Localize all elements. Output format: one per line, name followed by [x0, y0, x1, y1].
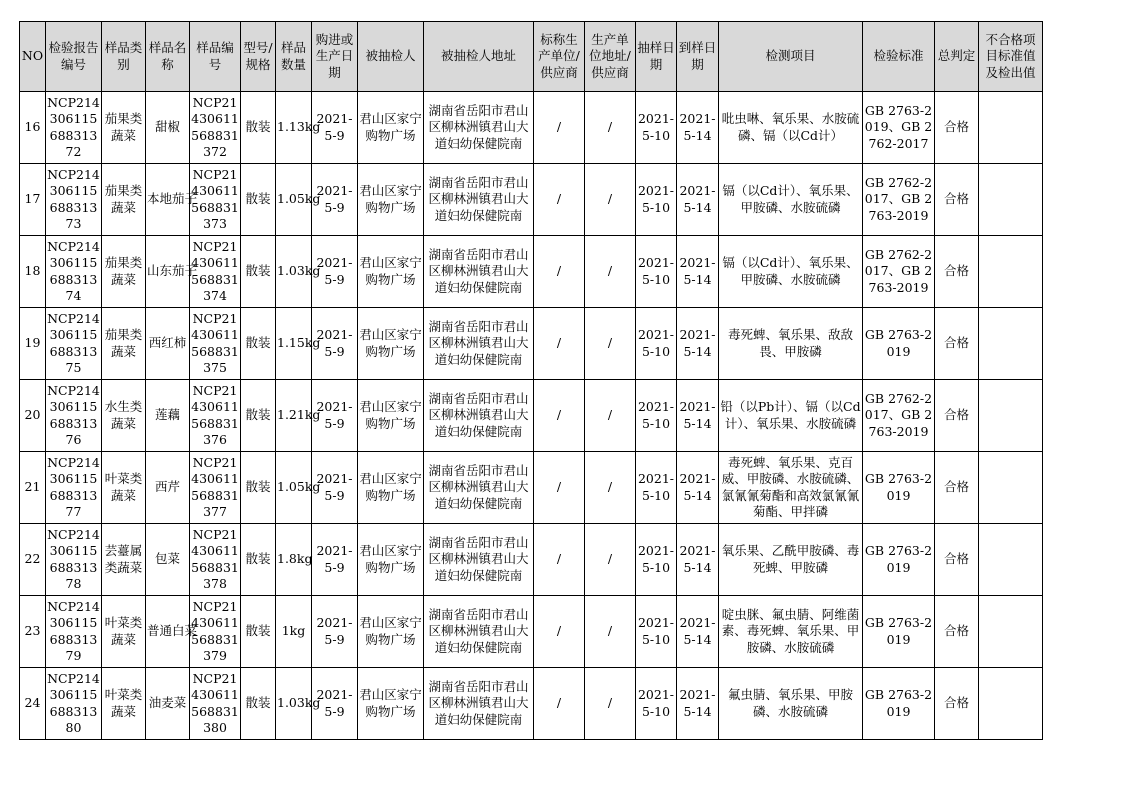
header-inspected-address: 被抽检人地址 — [424, 22, 534, 92]
cell-quantity: 1.15kg — [276, 308, 312, 380]
cell-sample-no: NCP21430611568831375 — [190, 308, 241, 380]
cell-spec: 散装 — [241, 524, 276, 596]
cell-sample-no: NCP21430611568831376 — [190, 380, 241, 452]
cell-report-no: NCP21430611568831380 — [46, 668, 102, 740]
cell-spec: 散装 — [241, 92, 276, 164]
header-no: NO — [20, 22, 46, 92]
cell-production-date: 2021-5-9 — [312, 524, 358, 596]
cell-test-items: 氧乐果、乙酰甲胺磷、毒死蜱、甲胺磷 — [719, 524, 863, 596]
cell-sample-name: 西红柿 — [146, 308, 190, 380]
cell-sample-name: 普通白菜 — [146, 596, 190, 668]
cell-category: 叶菜类蔬菜 — [102, 668, 146, 740]
cell-arrival-date: 2021-5-14 — [677, 92, 719, 164]
cell-test-items: 啶虫脒、氟虫腈、阿维菌素、毒死蜱、氧乐果、甲胺磷、水胺硫磷 — [719, 596, 863, 668]
cell-sample-no: NCP21430611568831380 — [190, 668, 241, 740]
cell-standard: GB 2763-2019 — [863, 524, 935, 596]
cell-sample-no: NCP21430611568831377 — [190, 452, 241, 524]
table-body — [20, 92, 1043, 740]
cell-inspected-address: 湖南省岳阳市君山区柳林洲镇君山大道妇幼保健院南 — [424, 524, 534, 596]
cell-arrival-date: 2021-5-14 — [677, 452, 719, 524]
cell-standard: GB 2763-2019 — [863, 596, 935, 668]
cell-report-no: NCP21430611568831379 — [46, 596, 102, 668]
header-sample-name: 样品名称 — [146, 22, 190, 92]
table-row — [20, 380, 1043, 452]
header-arrival-date: 到样日期 — [677, 22, 719, 92]
header-test-items: 检测项目 — [719, 22, 863, 92]
header-quantity: 样品数量 — [276, 22, 312, 92]
cell-arrival-date: 2021-5-14 — [677, 524, 719, 596]
cell-inspected-party: 君山区家宁购物广场 — [358, 380, 424, 452]
cell-failed-items — [979, 92, 1043, 164]
cell-quantity: 1.05kg — [276, 164, 312, 236]
cell-quantity: 1.21kg — [276, 380, 312, 452]
cell-category: 叶菜类蔬菜 — [102, 596, 146, 668]
cell-quantity: 1kg — [276, 596, 312, 668]
cell-quantity: 1.8kg — [276, 524, 312, 596]
table-row — [20, 92, 1043, 164]
cell-category: 叶菜类蔬菜 — [102, 452, 146, 524]
header-report-no: 检验报告编号 — [46, 22, 102, 92]
cell-sample-name: 本地茄子 — [146, 164, 190, 236]
header-failed-items: 不合格项目标准值及检出值 — [979, 22, 1043, 92]
cell-quantity: 1.05kg — [276, 452, 312, 524]
cell-failed-items — [979, 668, 1043, 740]
cell-report-no: NCP21430611568831372 — [46, 92, 102, 164]
cell-sample-no: NCP21430611568831374 — [190, 236, 241, 308]
cell-spec: 散装 — [241, 452, 276, 524]
header-spec: 型号/规格 — [241, 22, 276, 92]
cell-manufacturer: / — [534, 380, 585, 452]
cell-arrival-date: 2021-5-14 — [677, 236, 719, 308]
cell-category: 茄果类蔬菜 — [102, 308, 146, 380]
cell-verdict: 合格 — [935, 92, 979, 164]
table-row — [20, 164, 1043, 236]
cell-manufacturer-address: / — [585, 236, 636, 308]
header-manufacturer: 标称生产单位/供应商 — [534, 22, 585, 92]
cell-sample-no: NCP21430611568831372 — [190, 92, 241, 164]
cell-test-items: 毒死蜱、氧乐果、敌敌畏、甲胺磷 — [719, 308, 863, 380]
cell-standard: GB 2763-2019、GB 2762-2017 — [863, 92, 935, 164]
cell-inspected-address: 湖南省岳阳市君山区柳林洲镇君山大道妇幼保健院南 — [424, 236, 534, 308]
cell-report-no: NCP21430611568831378 — [46, 524, 102, 596]
cell-no: 17 — [20, 164, 46, 236]
cell-manufacturer-address: / — [585, 596, 636, 668]
cell-arrival-date: 2021-5-14 — [677, 668, 719, 740]
header-standard: 检验标准 — [863, 22, 935, 92]
table-row — [20, 236, 1043, 308]
cell-quantity: 1.03kg — [276, 668, 312, 740]
cell-sampling-date: 2021-5-10 — [636, 92, 677, 164]
cell-failed-items — [979, 380, 1043, 452]
cell-test-items: 吡虫啉、氧乐果、水胺硫磷、镉（以Cd计） — [719, 92, 863, 164]
cell-verdict: 合格 — [935, 164, 979, 236]
cell-failed-items — [979, 596, 1043, 668]
cell-standard: GB 2763-2019 — [863, 308, 935, 380]
table-row — [20, 668, 1043, 740]
cell-arrival-date: 2021-5-14 — [677, 164, 719, 236]
cell-sampling-date: 2021-5-10 — [636, 668, 677, 740]
cell-sample-no: NCP21430611568831378 — [190, 524, 241, 596]
cell-verdict: 合格 — [935, 596, 979, 668]
table-row — [20, 452, 1043, 524]
cell-inspected-party: 君山区家宁购物广场 — [358, 164, 424, 236]
cell-arrival-date: 2021-5-14 — [677, 308, 719, 380]
cell-manufacturer-address: / — [585, 380, 636, 452]
cell-spec: 散装 — [241, 380, 276, 452]
cell-standard: GB 2762-2017、GB 2763-2019 — [863, 236, 935, 308]
cell-inspected-address: 湖南省岳阳市君山区柳林洲镇君山大道妇幼保健院南 — [424, 452, 534, 524]
cell-failed-items — [979, 236, 1043, 308]
header-row — [20, 22, 1043, 92]
header-sample-no: 样品编号 — [190, 22, 241, 92]
cell-spec: 散装 — [241, 236, 276, 308]
cell-production-date: 2021-5-9 — [312, 308, 358, 380]
cell-manufacturer: / — [534, 452, 585, 524]
cell-production-date: 2021-5-9 — [312, 380, 358, 452]
cell-arrival-date: 2021-5-14 — [677, 596, 719, 668]
cell-spec: 散装 — [241, 164, 276, 236]
cell-manufacturer: / — [534, 668, 585, 740]
cell-no: 21 — [20, 452, 46, 524]
cell-quantity: 1.03kg — [276, 236, 312, 308]
cell-sample-name: 莲藕 — [146, 380, 190, 452]
cell-category: 茄果类蔬菜 — [102, 92, 146, 164]
cell-manufacturer-address: / — [585, 452, 636, 524]
cell-sampling-date: 2021-5-10 — [636, 524, 677, 596]
cell-quantity: 1.13kg — [276, 92, 312, 164]
cell-inspected-address: 湖南省岳阳市君山区柳林洲镇君山大道妇幼保健院南 — [424, 380, 534, 452]
cell-manufacturer: / — [534, 236, 585, 308]
cell-sample-no: NCP21430611568831379 — [190, 596, 241, 668]
cell-manufacturer: / — [534, 524, 585, 596]
cell-verdict: 合格 — [935, 308, 979, 380]
cell-manufacturer: / — [534, 596, 585, 668]
cell-standard: GB 2763-2019 — [863, 452, 935, 524]
cell-sample-name: 甜椒 — [146, 92, 190, 164]
cell-inspected-party: 君山区家宁购物广场 — [358, 92, 424, 164]
cell-verdict: 合格 — [935, 668, 979, 740]
cell-no: 20 — [20, 380, 46, 452]
cell-category: 芸薹属类蔬菜 — [102, 524, 146, 596]
cell-production-date: 2021-5-9 — [312, 92, 358, 164]
cell-failed-items — [979, 452, 1043, 524]
cell-category: 水生类蔬菜 — [102, 380, 146, 452]
header-inspected-party: 被抽检人 — [358, 22, 424, 92]
cell-report-no: NCP21430611568831373 — [46, 164, 102, 236]
cell-inspected-address: 湖南省岳阳市君山区柳林洲镇君山大道妇幼保健院南 — [424, 164, 534, 236]
cell-manufacturer-address: / — [585, 92, 636, 164]
cell-category: 茄果类蔬菜 — [102, 236, 146, 308]
table-row — [20, 596, 1043, 668]
header-manufacturer-address: 生产单位地址/供应商 — [585, 22, 636, 92]
cell-standard: GB 2763-2019 — [863, 668, 935, 740]
cell-test-items: 镉（以Cd计）、氧乐果、甲胺磷、水胺硫磷 — [719, 236, 863, 308]
cell-inspected-address: 湖南省岳阳市君山区柳林洲镇君山大道妇幼保健院南 — [424, 92, 534, 164]
cell-sample-name: 山东茄子 — [146, 236, 190, 308]
cell-production-date: 2021-5-9 — [312, 452, 358, 524]
cell-sampling-date: 2021-5-10 — [636, 452, 677, 524]
cell-inspected-address: 湖南省岳阳市君山区柳林洲镇君山大道妇幼保健院南 — [424, 668, 534, 740]
cell-manufacturer: / — [534, 164, 585, 236]
cell-test-items: 氟虫腈、氧乐果、甲胺磷、水胺硫磷 — [719, 668, 863, 740]
cell-production-date: 2021-5-9 — [312, 164, 358, 236]
cell-category: 茄果类蔬菜 — [102, 164, 146, 236]
cell-no: 19 — [20, 308, 46, 380]
cell-manufacturer-address: / — [585, 524, 636, 596]
cell-sampling-date: 2021-5-10 — [636, 380, 677, 452]
cell-no: 16 — [20, 92, 46, 164]
cell-report-no: NCP21430611568831375 — [46, 308, 102, 380]
cell-manufacturer-address: / — [585, 308, 636, 380]
cell-arrival-date: 2021-5-14 — [677, 380, 719, 452]
cell-manufacturer-address: / — [585, 668, 636, 740]
header-sampling-date: 抽样日期 — [636, 22, 677, 92]
cell-sampling-date: 2021-5-10 — [636, 164, 677, 236]
header-category: 样品类别 — [102, 22, 146, 92]
cell-manufacturer: / — [534, 308, 585, 380]
cell-inspected-party: 君山区家宁购物广场 — [358, 668, 424, 740]
cell-inspected-address: 湖南省岳阳市君山区柳林洲镇君山大道妇幼保健院南 — [424, 308, 534, 380]
cell-inspected-party: 君山区家宁购物广场 — [358, 596, 424, 668]
cell-verdict: 合格 — [935, 524, 979, 596]
cell-no: 18 — [20, 236, 46, 308]
cell-inspected-party: 君山区家宁购物广场 — [358, 524, 424, 596]
cell-report-no: NCP21430611568831374 — [46, 236, 102, 308]
cell-inspected-party: 君山区家宁购物广场 — [358, 452, 424, 524]
header-verdict: 总判定 — [935, 22, 979, 92]
cell-sample-no: NCP21430611568831373 — [190, 164, 241, 236]
cell-manufacturer-address: / — [585, 164, 636, 236]
cell-production-date: 2021-5-9 — [312, 236, 358, 308]
cell-no: 24 — [20, 668, 46, 740]
cell-sample-name: 西芹 — [146, 452, 190, 524]
cell-verdict: 合格 — [935, 236, 979, 308]
cell-production-date: 2021-5-9 — [312, 596, 358, 668]
cell-test-items: 铅（以Pb计）、镉（以Cd计）、氧乐果、水胺硫磷 — [719, 380, 863, 452]
cell-no: 22 — [20, 524, 46, 596]
cell-sampling-date: 2021-5-10 — [636, 308, 677, 380]
cell-spec: 散装 — [241, 668, 276, 740]
cell-failed-items — [979, 164, 1043, 236]
table-row — [20, 524, 1043, 596]
cell-sampling-date: 2021-5-10 — [636, 596, 677, 668]
cell-production-date: 2021-5-9 — [312, 668, 358, 740]
cell-failed-items — [979, 308, 1043, 380]
header-production-date: 购进或生产日期 — [312, 22, 358, 92]
cell-sampling-date: 2021-5-10 — [636, 236, 677, 308]
inspection-results-table — [19, 21, 1043, 740]
cell-failed-items — [979, 524, 1043, 596]
cell-report-no: NCP21430611568831376 — [46, 380, 102, 452]
cell-inspected-party: 君山区家宁购物广场 — [358, 236, 424, 308]
cell-verdict: 合格 — [935, 380, 979, 452]
cell-spec: 散装 — [241, 596, 276, 668]
cell-report-no: NCP21430611568831377 — [46, 452, 102, 524]
cell-manufacturer: / — [534, 92, 585, 164]
cell-spec: 散装 — [241, 308, 276, 380]
table-row — [20, 308, 1043, 380]
cell-test-items: 镉（以Cd计）、氧乐果、甲胺磷、水胺硫磷 — [719, 164, 863, 236]
cell-verdict: 合格 — [935, 452, 979, 524]
cell-standard: GB 2762-2017、GB 2763-2019 — [863, 164, 935, 236]
cell-standard: GB 2762-2017、GB 2763-2019 — [863, 380, 935, 452]
cell-test-items: 毒死蜱、氧乐果、克百威、甲胺磷、水胺硫磷、氯氰氰菊酯和高效氯氰氰菊酯、甲拌磷 — [719, 452, 863, 524]
cell-no: 23 — [20, 596, 46, 668]
cell-sample-name: 油麦菜 — [146, 668, 190, 740]
cell-inspected-party: 君山区家宁购物广场 — [358, 308, 424, 380]
cell-sample-name: 包菜 — [146, 524, 190, 596]
cell-inspected-address: 湖南省岳阳市君山区柳林洲镇君山大道妇幼保健院南 — [424, 596, 534, 668]
